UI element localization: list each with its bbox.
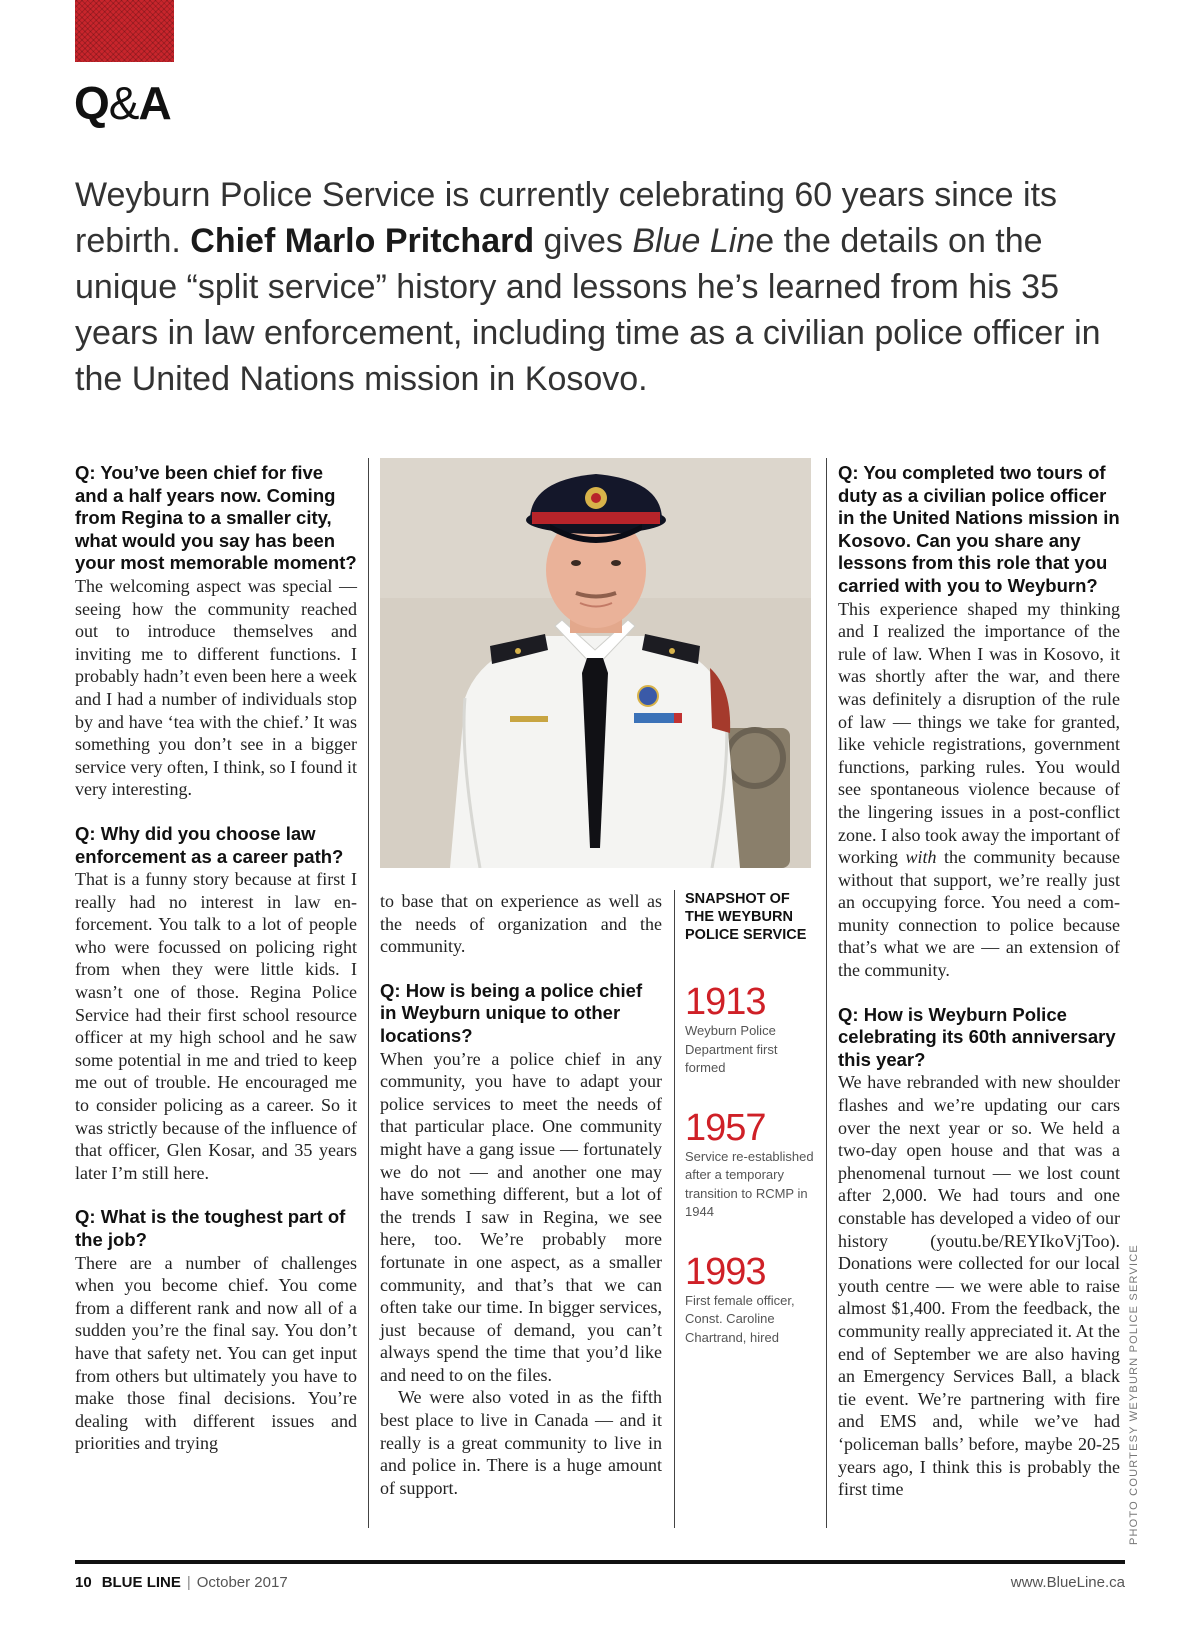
chief-portrait-photo — [380, 458, 811, 868]
sidebar-heading: SNAPSHOT OF THE WEYBURN POLICE SERVICE — [685, 891, 807, 943]
question-4: Q: How is being a police chief in Weyburn unique to other locations? — [380, 979, 643, 1046]
answer-4-continued: We were also voted in as the fifth best place to live in Canada — and it really is a great community to live in and police in. There is a huge amount of support. — [380, 1387, 662, 1498]
page-number: 10 — [75, 1574, 92, 1591]
answer-3-continued: to base that on experience as well as the needs of organization and the community. — [380, 891, 662, 957]
column-divider — [674, 890, 675, 1528]
answer-4: When you’re a police chief in any community, you have to adapt your police services to meet the needs of that particular place. One community might have a gang issue — fortunately we do not — and another one may have something different, but a lot of the trends I saw in Regina, we see here, too. We’re probably more fortunate in one aspect, as a smaller community, and that’s that we can often take our time. In bigger services, just because of demand, you can’t always spend the time that you’d like and need to on the files. — [380, 1048, 662, 1385]
question-2: Q: Why did you choose law enforcement as a career path? — [75, 822, 344, 867]
portrait-illustration — [380, 458, 811, 868]
column-divider — [826, 458, 827, 1528]
answer-2: That is a funny story because at first I really had no interest in law enforcement. You talk to a lot of people who were focussed on policing right from when they were little kids. I wasn’t one of those. Regina Police Service had their first school resource officer at my high school and he saw some potential in me and tried to keep me out of trouble. He encouraged me to consider policing as a career. So it was strictly because of the influence of that officer, Glen Kosar, and 35 years later I’m still here. — [75, 869, 357, 1183]
issue-date: October 2017 — [196, 1574, 288, 1591]
section-title: Q&A — [74, 77, 171, 129]
article-column-2 — [380, 890, 662, 1499]
article-column-3 — [838, 462, 1120, 1501]
publication-name: Blue Lin — [632, 222, 756, 260]
sidebar-year: 1957 — [685, 1106, 766, 1149]
sidebar-description: Weyburn Police Department first formed — [685, 1023, 778, 1075]
section-color-block — [75, 0, 174, 62]
question-1: Q: You’ve been chief for five and a half years now. Coming from Regina to a smaller city, what would you say has been your most memorable moment? — [75, 462, 357, 574]
sidebar-description: First female officer, Const. Caroline Chartrand, hired — [685, 1292, 795, 1345]
photo-credit: PHOTO COURTESY WEYBURN POLICE SERVICE — [1128, 1244, 1140, 1545]
footer-separator: | — [186, 1574, 191, 1591]
sidebar-description: Service re-established after a temporary transition to RCMP in 1944 — [685, 1148, 814, 1219]
question-6: Q: How is Weyburn Police celebrating its 60th anniversary this year? — [838, 1003, 1116, 1070]
footer-rule — [75, 1560, 1125, 1564]
column-divider — [368, 458, 369, 1528]
article-column-1 — [75, 462, 357, 1455]
answer-6: We have rebranded with new shoulder flashes and we’re updating our cars over the next year or so. We held a two-day open house and that was a phenomenal turnout — we lost count after 2,000. We had tours and one constable has developed a video of our history (youtu.be/REYIkoVjToo). Donations were collected for our local youth centre — we were able to raise almost $1,400. From the feedback, the community really appreciated it. At the end of September we are also having an Emergency Services Ball, a black tie event. We’re partnering with fire and EMS and, while we’ve had ‘policeman balls’ before, maybe 20-25 years ago, I think this is probably the first time — [838, 1072, 1120, 1500]
sidebar-year: 1993 — [685, 1250, 766, 1293]
answer-1: The welcoming aspect was special — seeing how the community reached out to introduce themselves and inviting me to different functions. I probably hadn’t even been here a week and I had a number of individuals stop by and have ‘tea with the chief.’ It was something you don’t see in a bigger service very often, I think, so I found it very interesting. — [75, 575, 357, 800]
question-3: Q: What is the toughest part of the job? — [75, 1206, 346, 1250]
intro-deck: Weyburn Police Service is currently celebrating 60 years since its rebirth. Chief Marlo Pritchard gives Blue Line the details on the unique “split service” history and lessons he’s learned from his 35 years in law enforcement, including time as a civilian police officer in the United Nations mission in Kosovo. — [75, 176, 1101, 398]
page-footer — [75, 1574, 1125, 1591]
answer-3: There are a number of challenges when you become chief. You come from a different rank and now all of a sudden you’re the final say. You don’t have that safety net. You can get input from others but ultimately you have to make those final decisions. You’re dealing with different issues and priorities and trying — [75, 1252, 357, 1454]
answer-5: This experience shaped my thinking and I realized the importance of the rule of law. When I was in Kosovo, it was shortly after the war, and there was definitely a disruption of the rule of law — things we take for granted, like vehicle registrations, government functions, parking rules. You would see spontaneous violence because of the lingering issues in a post-conflict zone. I also took away the important of working with the community because without that support, we’re really just an occupying force. You need a community connection to police because that’s what we are — an extension of the community. — [838, 598, 1120, 981]
website-link[interactable]: www.BlueLine.ca — [1010, 1574, 1125, 1591]
question-5: Q: You completed two tours of duty as a civilian police officer in the United Nations mission in Kosovo. Can you share any lessons from this role that you carried with you to Weyburn? — [838, 462, 1120, 596]
interviewee-name: Chief Marlo Pritchard — [190, 222, 535, 260]
magazine-name: BLUE LINE — [101, 1574, 181, 1591]
snapshot-sidebar — [685, 890, 815, 1347]
sidebar-year: 1913 — [685, 981, 766, 1023]
